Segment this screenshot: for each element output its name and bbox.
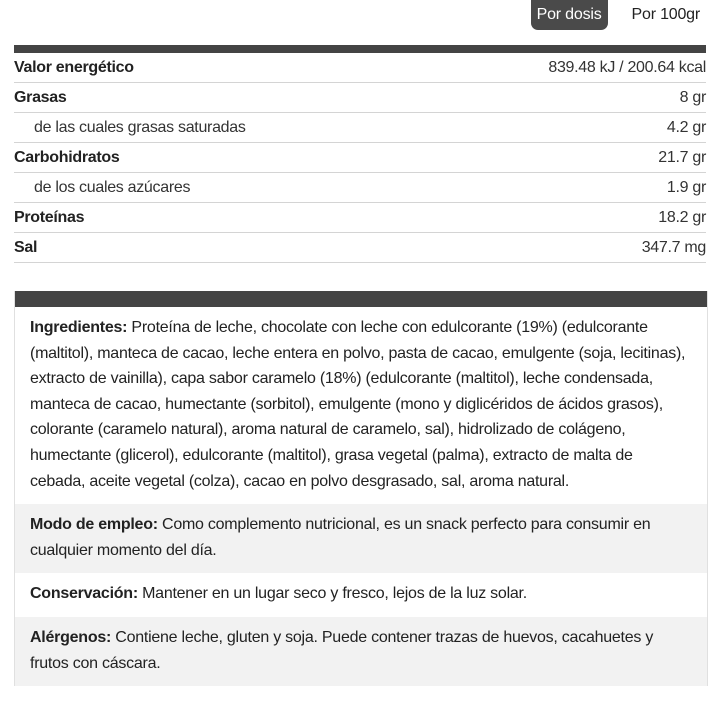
ingredients-section [15, 307, 707, 504]
usage-section [15, 504, 707, 573]
nutrition-row-protein [14, 203, 706, 233]
storage-title: Conservación: [30, 585, 138, 603]
tab-por-dosis[interactable]: Por dosis [531, 0, 608, 30]
nutrition-row-carbohydrates [14, 143, 706, 173]
storage-text: Mantener en un lugar seco y fresco, lejos de la luz solar. [137, 585, 527, 603]
allergens-section [15, 617, 707, 686]
nutrition-table-top-bar [14, 45, 706, 53]
tab-por-100gr[interactable]: Por 100gr [631, 6, 700, 23]
nutrient-value: 1.9 gr [666, 178, 706, 196]
nutrient-value: 18.2 gr [658, 208, 706, 226]
storage-section [15, 573, 707, 617]
nutrient-label: Sal [14, 238, 38, 256]
serving-tabs [531, 0, 706, 30]
nutrient-value: 8 gr [679, 88, 706, 106]
nutrition-table [14, 45, 706, 263]
nutrient-label: de las cuales grasas saturadas [34, 118, 246, 136]
allergens-title: Alérgenos: [30, 628, 112, 646]
product-info-panel [14, 291, 708, 686]
nutrient-label: Valor energético [14, 58, 134, 76]
nutrient-label: Carbohidratos [14, 148, 120, 166]
nutrient-value: 4.2 gr [666, 118, 706, 136]
ingredients-title: Ingredientes: [30, 319, 128, 336]
nutrition-row-sugars [14, 173, 706, 203]
usage-text: Como complemento nutricional, es un snack perfecto para consumir en cualquier momento del día. [30, 516, 651, 559]
usage-title: Modo de empleo: [30, 516, 158, 534]
nutrient-value: 839.48 kJ / 200.64 kcal [548, 58, 706, 76]
nutrient-value: 347.7 mg [641, 238, 706, 256]
nutrient-label: Grasas [14, 88, 67, 106]
nutrient-label: de los cuales azúcares [34, 178, 191, 196]
nutrition-row-saturated-fat [14, 113, 706, 143]
nutrition-row-energy [14, 53, 706, 83]
nutrition-row-salt [14, 233, 706, 263]
nutrition-row-fat [14, 83, 706, 113]
ingredients-text: Proteína de leche, chocolate con leche con edulcorante (19%) (edulcorante (maltitol), manteca de cacao, leche entera en polvo, pasta de cacao, emulgente (soja, lecitinas), extracto de vainilla), capa sabor caramelo (18%) (edulcorante (maltitol), leche condensada, manteca de cacao, humectante (sorbitol), emulgente (mono y diglicéridos de ácidos grasos), colorante (caramelo natural), aroma natural de caramelo, sal), hidrolizado de colágeno, humectante (glicerol), edulcorante (maltitol), grasa vegetal (palma), extracto de malta de cebada, aceite vegetal (colza), cacao en polvo desgrasado, sal, aroma natural. [30, 319, 686, 490]
nutrient-label: Proteínas [14, 208, 85, 226]
info-panel-top-bar [15, 291, 707, 307]
nutrient-value: 21.7 gr [658, 148, 706, 166]
allergens-text: Contiene leche, gluten y soja. Puede contener trazas de huevos, cacahuetes y frutos con cáscara. [30, 628, 654, 672]
